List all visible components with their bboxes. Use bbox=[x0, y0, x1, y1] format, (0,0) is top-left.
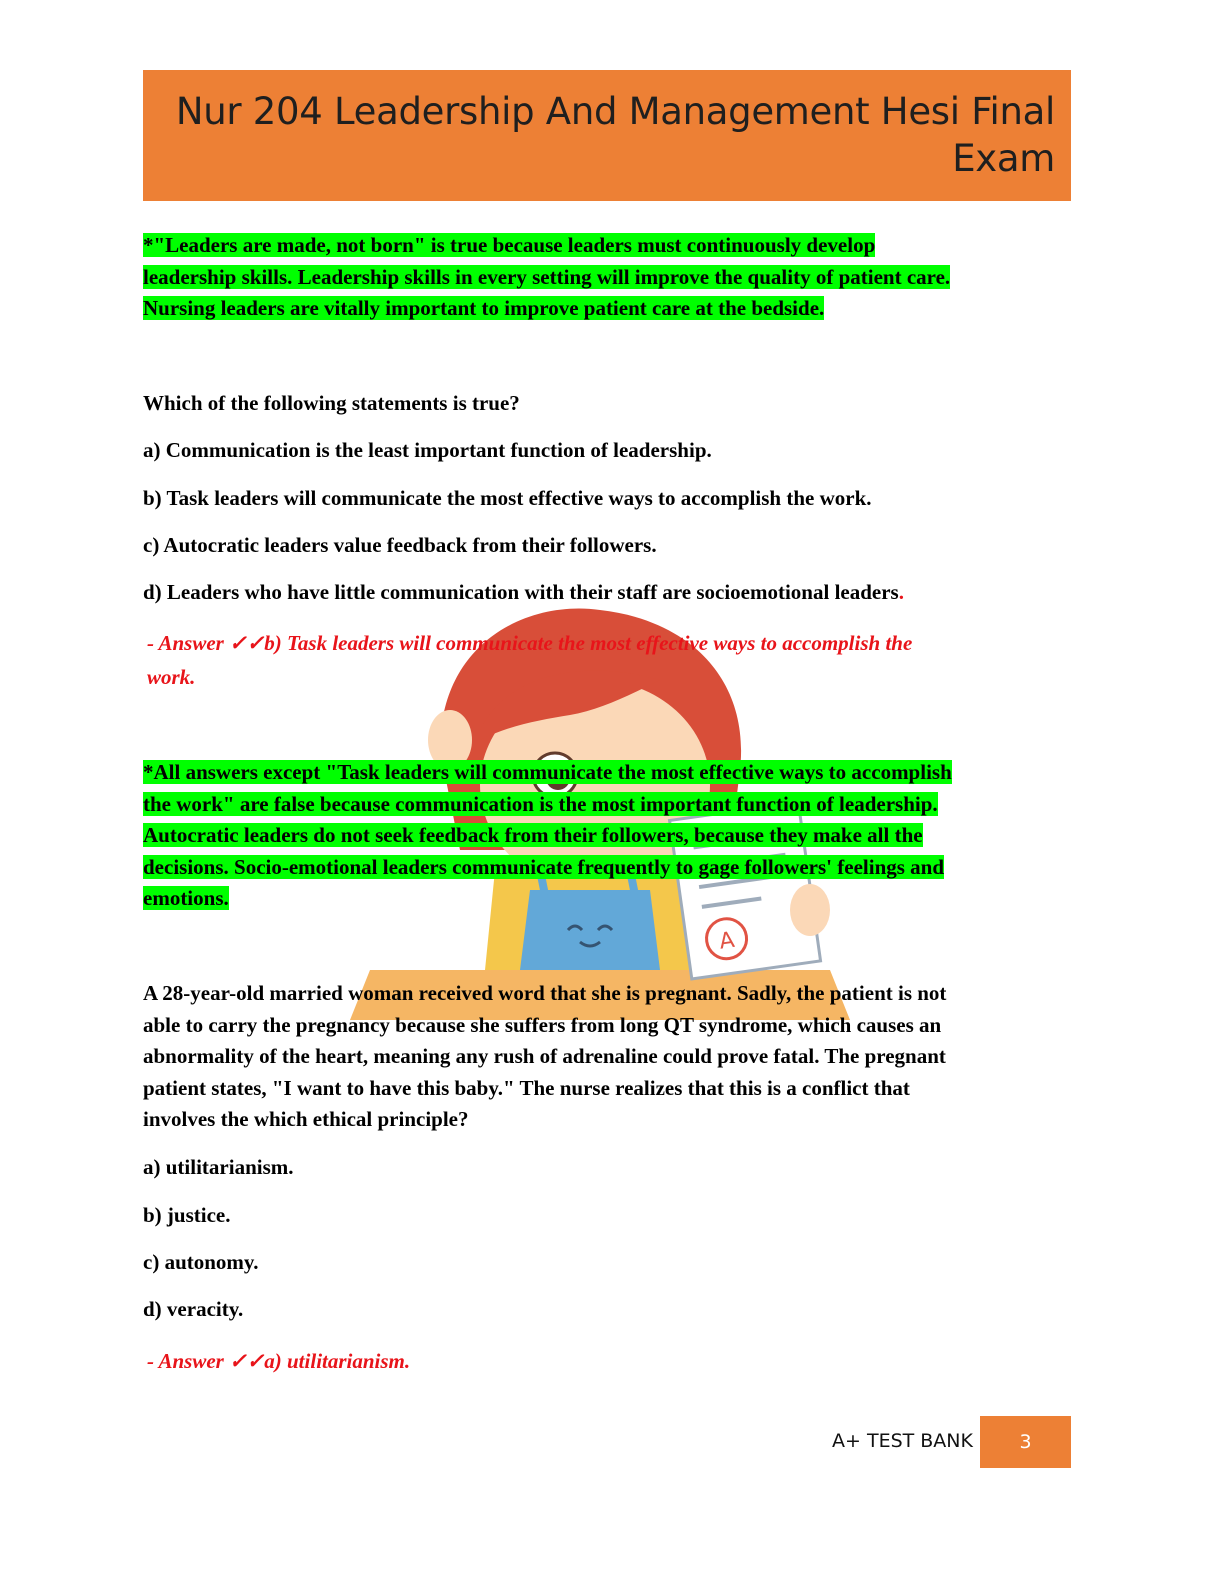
intro-note-line-3: Nursing leaders are vitally important to improve patient care at the bedside. bbox=[143, 296, 825, 320]
page-title-line-2: Exam bbox=[952, 137, 1055, 180]
question-1-option-c: c) Autocratic leaders value feedback from their followers. bbox=[143, 533, 657, 557]
question-2-prompt-line-1: A 28-year-old married woman received word that she is pregnant. Sadly, the patient is not bbox=[143, 981, 947, 1005]
question-1-option-d-end: . bbox=[898, 580, 904, 604]
title-banner bbox=[143, 70, 1071, 201]
question-1-option-d bbox=[143, 579, 904, 605]
question-2-prompt-line-2: able to carry the pregnancy because she suffers from long QT syndrome, which causes an bbox=[143, 1012, 942, 1037]
question-1-answer-line-2: work. bbox=[147, 665, 196, 689]
question-2-prompt-line-4: patient states, "I want to have this baby." The nurse realizes that this is a conflict that bbox=[143, 1075, 910, 1100]
question-1-answer-line-1: - Answer ✓✓b) Task leaders will communicate the most effective ways to accomplish the bbox=[147, 631, 913, 655]
question-2-option-c: c) autonomy. bbox=[143, 1250, 259, 1274]
question-1-option-d-text: d) Leaders who have little communication with their staff are socioemotional leaders bbox=[143, 580, 899, 604]
question-2-option-d: d) veracity. bbox=[143, 1297, 244, 1321]
question-2-prompt-line-3: abnormality of the heart, meaning any rush of adrenaline could prove fatal. The pregnant bbox=[143, 1044, 946, 1068]
question-1-option-a: a) Communication is the least important function of leadership. bbox=[143, 438, 712, 462]
intro-note-line-1: *"Leaders are made, not born" is true because leaders must continuously develop bbox=[143, 233, 876, 257]
rationale-line-2: the work" are false because communication is the most important function of leadership. bbox=[143, 791, 938, 816]
question-2-option-a: a) utilitarianism. bbox=[143, 1155, 294, 1179]
question-1-answer bbox=[147, 626, 912, 694]
rationale-line-5: emotions. bbox=[143, 886, 229, 910]
rationale-line-4: decisions. Socio-emotional leaders communicate frequently to gage followers' feelings and bbox=[143, 854, 945, 879]
page-title-line-1: Nur 204 Leadership And Management Hesi Final bbox=[175, 90, 1055, 133]
rationale-line-1: *All answers except "Task leaders will communicate the most effective ways to accomplish bbox=[143, 760, 952, 784]
intro-note-line-2: leadership skills. Leadership skills in every setting will improve the quality of patient care. bbox=[143, 264, 951, 289]
intro-note bbox=[143, 230, 1073, 325]
question-1-prompt: Which of the following statements is true? bbox=[143, 391, 520, 415]
rationale-line-3: Autocratic leaders do not seek feedback from their followers, because they make all the bbox=[143, 823, 923, 847]
question-1-option-b: b) Task leaders will communicate the most effective ways to accomplish the work. bbox=[143, 486, 872, 510]
footer-label: A+ TEST BANK bbox=[832, 1430, 973, 1452]
question-2-prompt-line-5: involves the which ethical principle? bbox=[143, 1107, 469, 1131]
question-2-prompt bbox=[143, 978, 1073, 1136]
question-1-rationale bbox=[143, 757, 1073, 915]
page-number-badge: 3 bbox=[980, 1416, 1071, 1468]
question-2-option-b: b) justice. bbox=[143, 1203, 231, 1227]
question-2-answer: - Answer ✓✓a) utilitarianism. bbox=[147, 1349, 411, 1373]
paper-grade-text: A bbox=[717, 927, 737, 955]
